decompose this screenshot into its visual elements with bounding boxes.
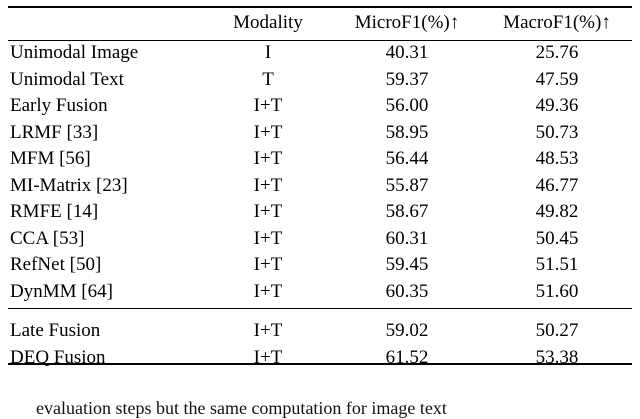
table-body-group-2 (8, 318, 632, 371)
table-row (8, 120, 632, 147)
cell-microf1: 56.00 (385, 95, 429, 116)
cell-macrof1: 50.73 (535, 121, 579, 143)
cell-microf1: 59.37 (385, 68, 429, 90)
cell-microf1: 58.67 (385, 201, 429, 222)
cell-macrof1: 25.76 (535, 42, 579, 63)
column-header-microf1: MicroF1(%)↑ (354, 12, 460, 33)
cell-method: Early Fusion (10, 95, 108, 116)
body-text-below-table: evaluation steps but the same computation for image text (36, 398, 447, 418)
cell-macrof1: 53.38 (535, 346, 579, 368)
cell-modality: I+T (253, 320, 283, 341)
table-row (8, 146, 632, 173)
cell-macrof1: 48.53 (535, 148, 579, 169)
cell-method: Late Fusion (10, 320, 101, 341)
cell-modality: I+T (253, 227, 283, 249)
cell-macrof1: 46.77 (535, 174, 579, 196)
cell-method: Unimodal Image (10, 42, 139, 63)
cell-microf1: 59.45 (385, 254, 429, 275)
cell-macrof1: 51.51 (535, 254, 579, 275)
cell-microf1: 59.02 (385, 320, 429, 341)
table-row (8, 318, 632, 345)
cell-microf1: 60.31 (385, 227, 429, 249)
cell-microf1: 58.95 (385, 121, 429, 143)
table-row-highlight (8, 345, 632, 372)
table-row (8, 173, 632, 200)
cell-modality: I+T (253, 95, 283, 116)
cell-method: Unimodal Text (10, 68, 124, 90)
cell-microf1: 55.87 (385, 174, 429, 196)
column-header-modality: Modality (233, 12, 303, 33)
table-row (8, 226, 632, 253)
cell-macrof1: 51.60 (535, 280, 579, 302)
table-row (8, 40, 632, 67)
results-table (8, 6, 632, 371)
cell-modality: I+T (253, 201, 283, 222)
table-row (8, 93, 632, 120)
cell-modality: I (264, 42, 272, 63)
table-body-group-1 (8, 40, 632, 318)
cell-modality: I+T (253, 254, 283, 275)
cell-method: DynMM [64] (10, 280, 113, 302)
cell-macrof1: 50.45 (535, 227, 579, 249)
cell-method: LRMF [33] (10, 121, 99, 143)
cell-macrof1: 50.27 (535, 320, 579, 341)
cell-modality: I+T (253, 148, 283, 169)
cell-method: RMFE [14] (10, 201, 99, 222)
cell-microf1: 61.52 (385, 346, 429, 368)
cell-microf1: 40.31 (385, 42, 429, 63)
cell-modality: T (262, 68, 274, 90)
table-row (8, 67, 632, 94)
table-row (8, 279, 632, 306)
table-header-row (8, 6, 632, 40)
cell-macrof1: 47.59 (535, 68, 579, 90)
cell-modality: I+T (253, 174, 283, 196)
cell-microf1: 60.35 (385, 280, 429, 302)
column-header-method (8, 6, 204, 40)
cell-method: MFM [56] (10, 148, 91, 169)
cell-modality: I+T (253, 280, 283, 302)
table-row (8, 199, 632, 226)
cell-macrof1: 49.82 (535, 201, 579, 222)
cell-macrof1: 49.36 (535, 95, 579, 116)
column-header-macrof1: MacroF1(%)↑ (503, 12, 611, 33)
cell-modality: I+T (253, 121, 283, 143)
cell-method: CCA [53] (10, 227, 85, 249)
cell-method: RefNet [50] (10, 254, 102, 275)
cell-method: DEQ Fusion (10, 346, 106, 368)
cell-modality: I+T (253, 346, 283, 368)
table-row (8, 252, 632, 279)
cell-microf1: 56.44 (385, 148, 429, 169)
table-group-spacer (8, 305, 632, 318)
cell-method: MI-Matrix [23] (10, 174, 128, 196)
